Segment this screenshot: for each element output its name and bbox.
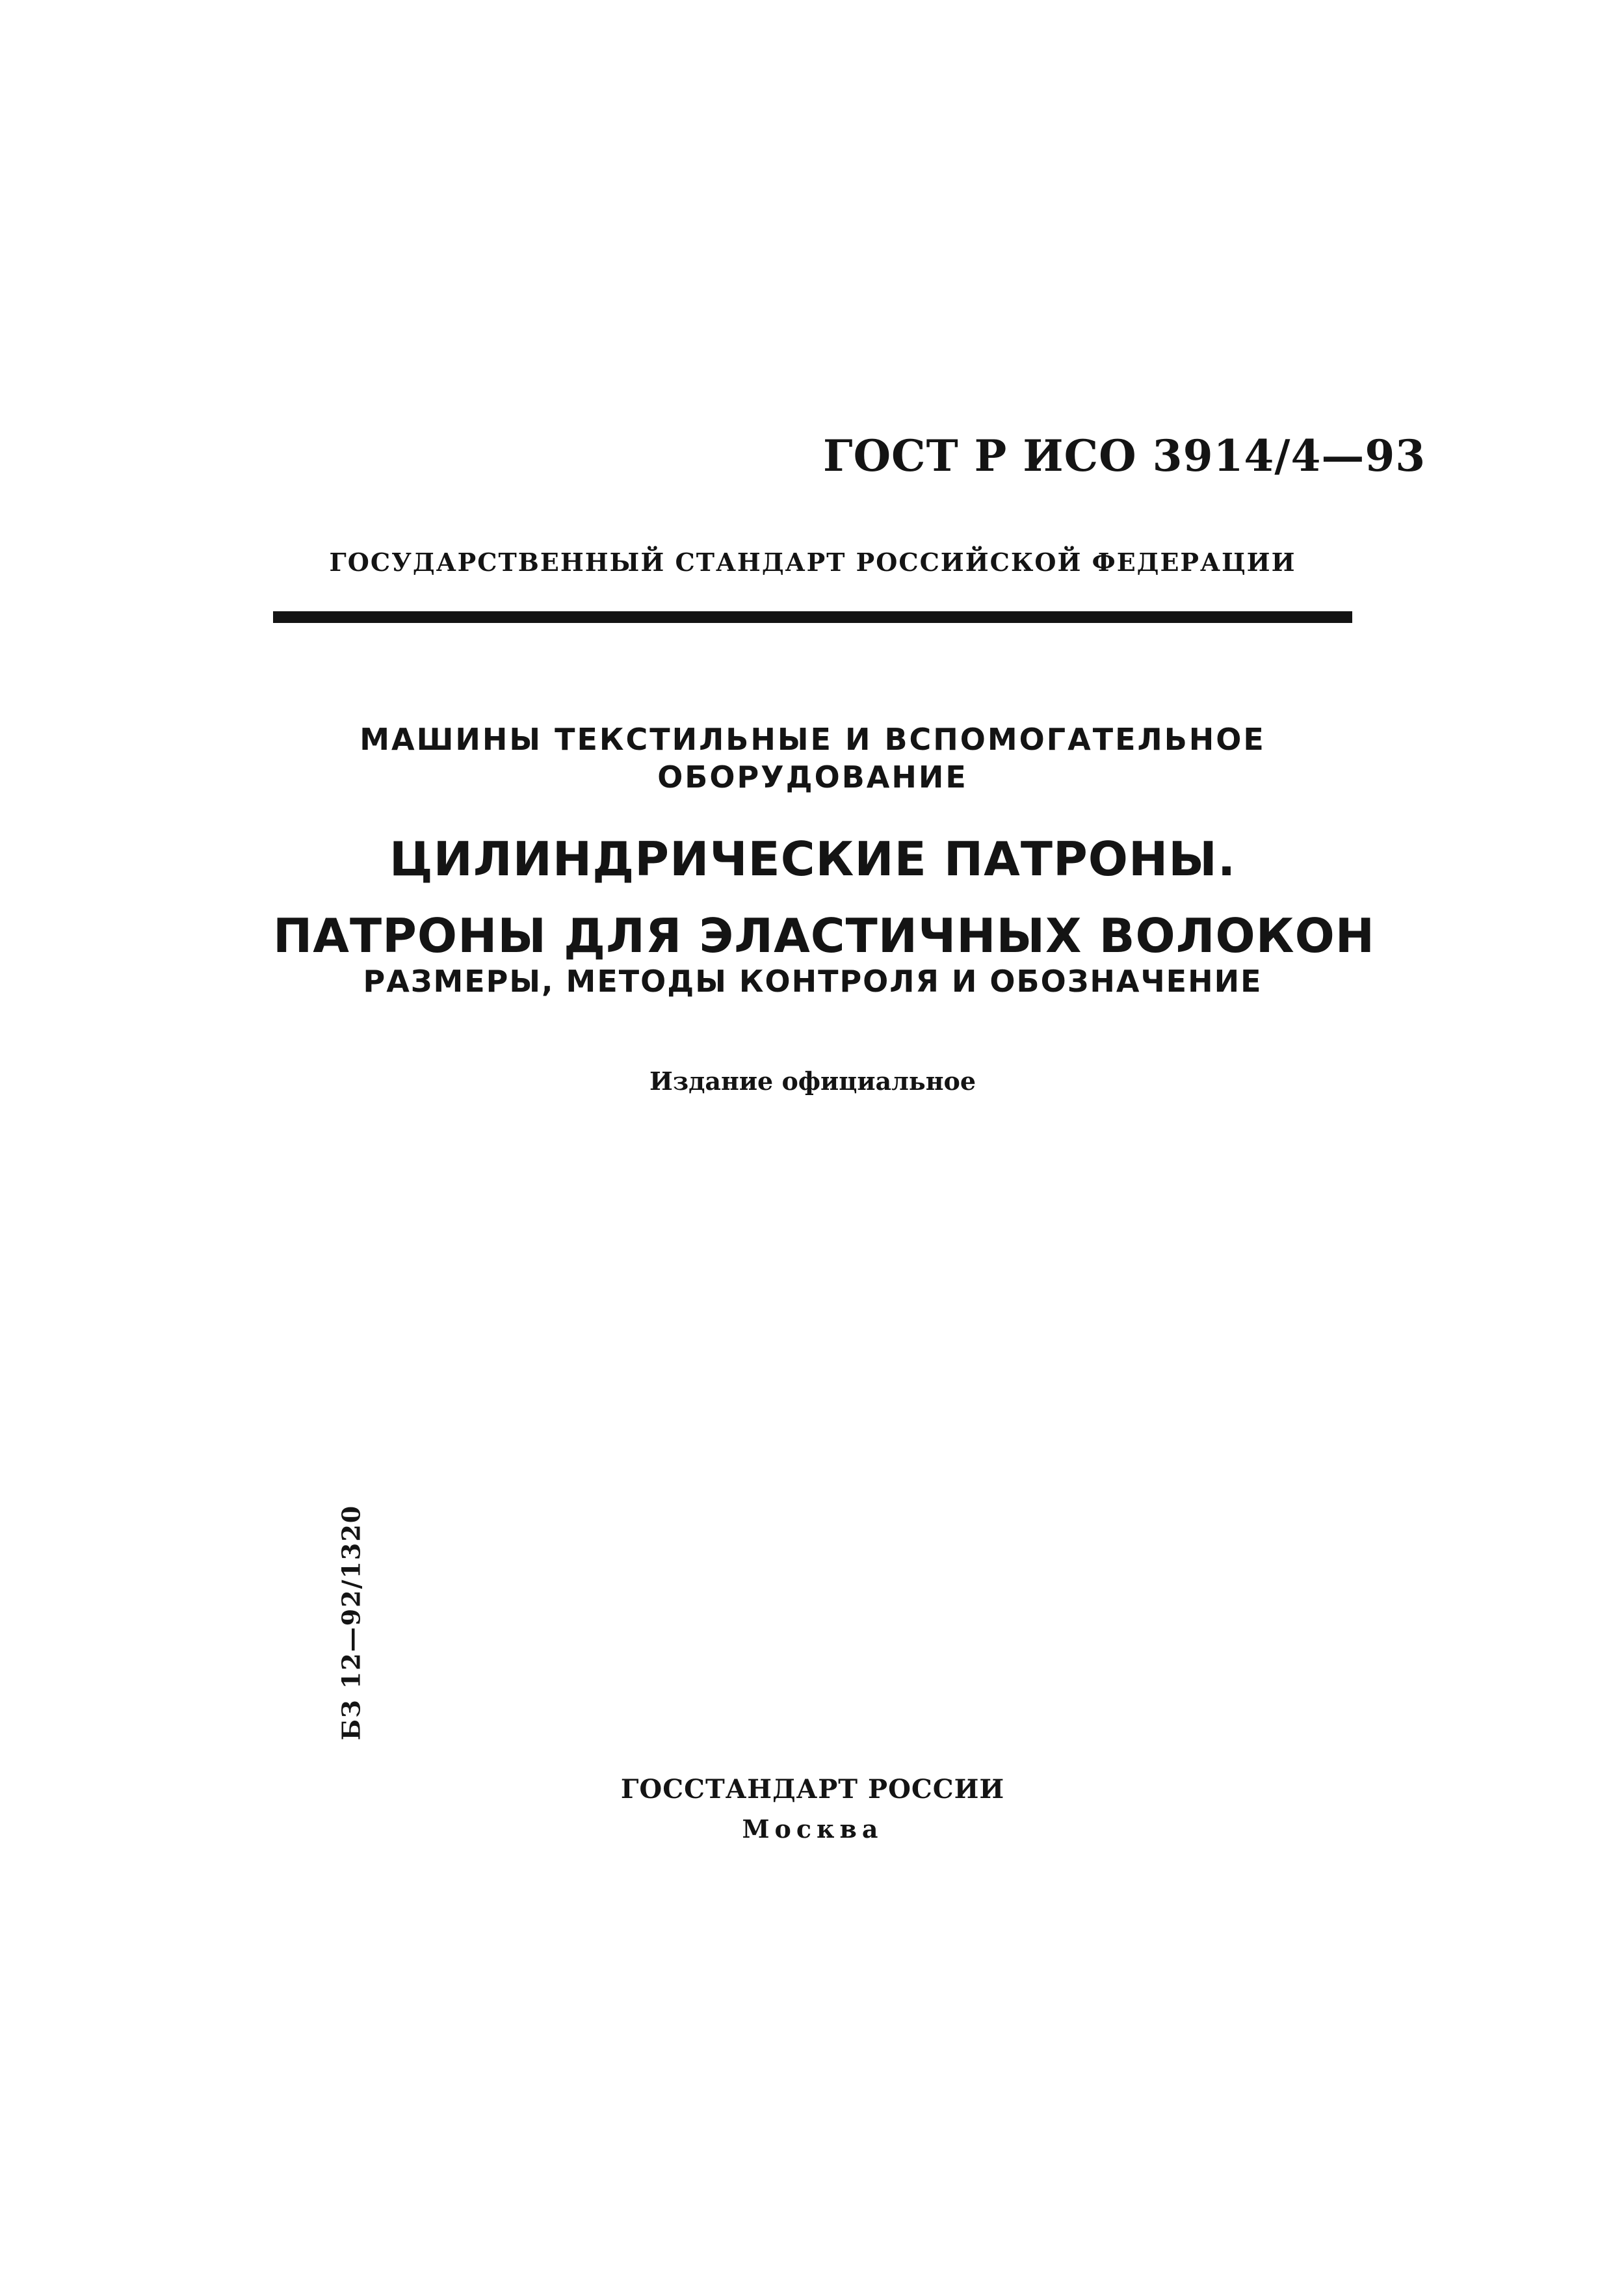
publisher-city: Москва [742, 1814, 884, 1844]
group-title [273, 721, 1352, 796]
group-title-line-1: МАШИНЫ ТЕКСТИЛЬНЫЕ И ВСПОМОГАТЕЛЬНОЕ [360, 722, 1266, 757]
main-title-line-2: ПАТРОНЫ ДЛЯ ЭЛАСТИЧНЫХ ВОЛОКОН [273, 908, 1376, 963]
subtitle: РАЗМЕРЫ, МЕТОДЫ КОНТРОЛЯ И ОБОЗНАЧЕНИЕ [363, 964, 1263, 999]
state-standard-heading: ГОСУДАРСТВЕННЫЙ СТАНДАРТ РОССИЙСКОЙ ФЕДЕРАЦИИ [329, 548, 1296, 577]
edition-note: Издание официальное [649, 1066, 976, 1096]
main-title-line-1: ЦИЛИНДРИЧЕСКИЕ ПАТРОНЫ. [389, 832, 1237, 886]
horizontal-rule [273, 611, 1352, 623]
main-title [273, 821, 1376, 974]
standard-designation: ГОСТ Р ИСО 3914/4—93 [823, 430, 1426, 481]
publisher: ГОССТАНДАРТ РОССИИ [620, 1774, 1005, 1805]
group-title-line-2: ОБОРУДОВАНИЕ [657, 760, 968, 795]
side-code: БЗ 12—92/1320 [336, 1504, 366, 1741]
